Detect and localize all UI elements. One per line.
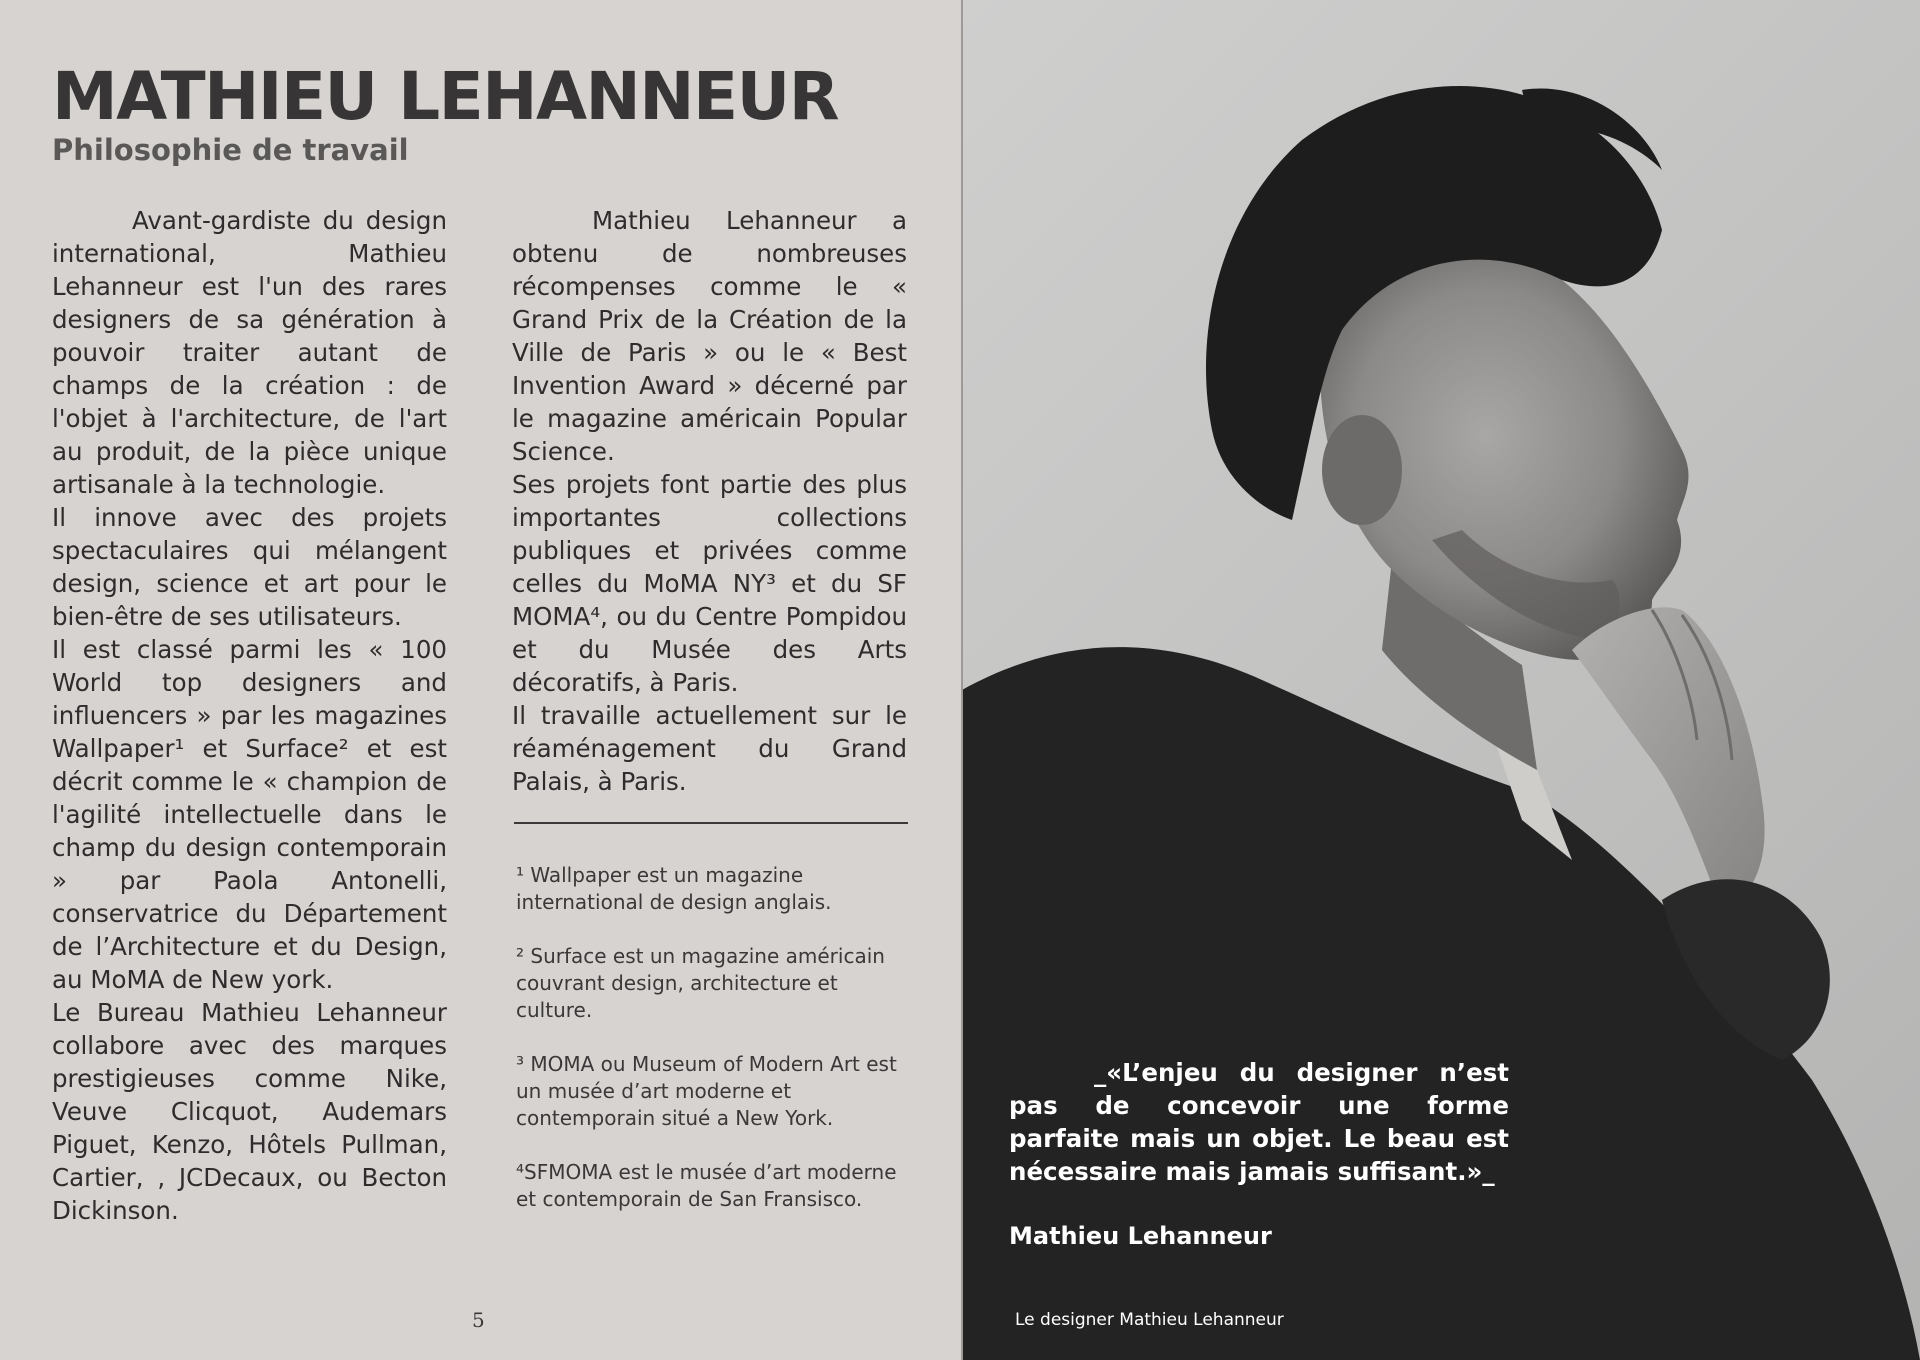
paragraph: Il travaille actuellement sur le réaménagement du Grand Palais, à Paris. [512, 701, 907, 796]
text-column-2 [512, 204, 907, 798]
paragraph: Il innove avec des projets spectaculaires qui mélangent design, science et art pour le bien-être de ses utilisateurs. [52, 503, 447, 631]
footnotes [516, 862, 911, 1240]
paragraph: Ses projets font partie des plus importantes collections publiques et privées comme celles du MoMA NY³ et du SF MOMA⁴, ou du Centre Pompidou et du Musée des Arts décoratifs, à Paris. [512, 470, 907, 697]
pull-quote: _«L’enjeu du designer n’est pas de concevoir une forme parfaite mais un objet. Le beau est nécessaire mais jamais suffisant.»_ [1009, 1058, 1509, 1186]
page-number: 5 [472, 1308, 485, 1332]
photo-caption: Le designer Mathieu Lehanneur [1015, 1310, 1284, 1330]
quote-author: Mathieu Lehanneur [1009, 1222, 1272, 1250]
paragraph: Mathieu Lehanneur a obtenu de nombreuses récompenses comme le « Grand Prix de la Création de la Ville de Paris » ou le « Best Invention Award » décerné par le magazine américain Popular Science. [512, 206, 907, 466]
footnote: ⁴SFMOMA est le musée d’art moderne et contemporain de San Fransisco. [516, 1160, 897, 1211]
footnote: ³ MOMA ou Museum of Modern Art est un musée d’art moderne et contemporain situé a New York. [516, 1052, 897, 1130]
paragraph: Avant-gardiste du design international, Mathieu Lehanneur est l'un des rares designers de sa génération à pouvoir traiter autant de champs de la création : de l'objet à l'architecture, de l'art au produit, de la pièce unique artisanale à la technologie. [52, 206, 447, 499]
page-gutter [961, 0, 963, 1360]
paragraph: Le Bureau Mathieu Lehanneur collabore avec des marques prestigieuses comme Nike, Veuve Clicquot, Audemars Piguet, Kenzo, Hôtels Pullman, Cartier, , JCDecaux, ou Becton Dickinson. [52, 998, 447, 1225]
footnote: ¹ Wallpaper est un magazine international de design anglais. [516, 863, 832, 914]
text-column-1 [52, 204, 447, 1227]
right-page [962, 0, 1920, 1360]
footnote: ² Surface est un magazine américain couvrant design, architecture et culture. [516, 944, 885, 1022]
page-subtitle: Philosophie de travail [52, 133, 409, 167]
page-title: MATHIEU LEHANNEUR [52, 58, 839, 135]
paragraph: Il est classé parmi les « 100 World top designers and influencers » par les magazines Wallpaper¹ et Surface² et est décrit comme le « champion de l'agilité intellectuelle dans le champ du design contemporain » par Paola Antonelli, conservatrice du Département de l’Architecture et du Design, au MoMA de New york. [52, 635, 447, 994]
footnote-divider [514, 822, 908, 824]
